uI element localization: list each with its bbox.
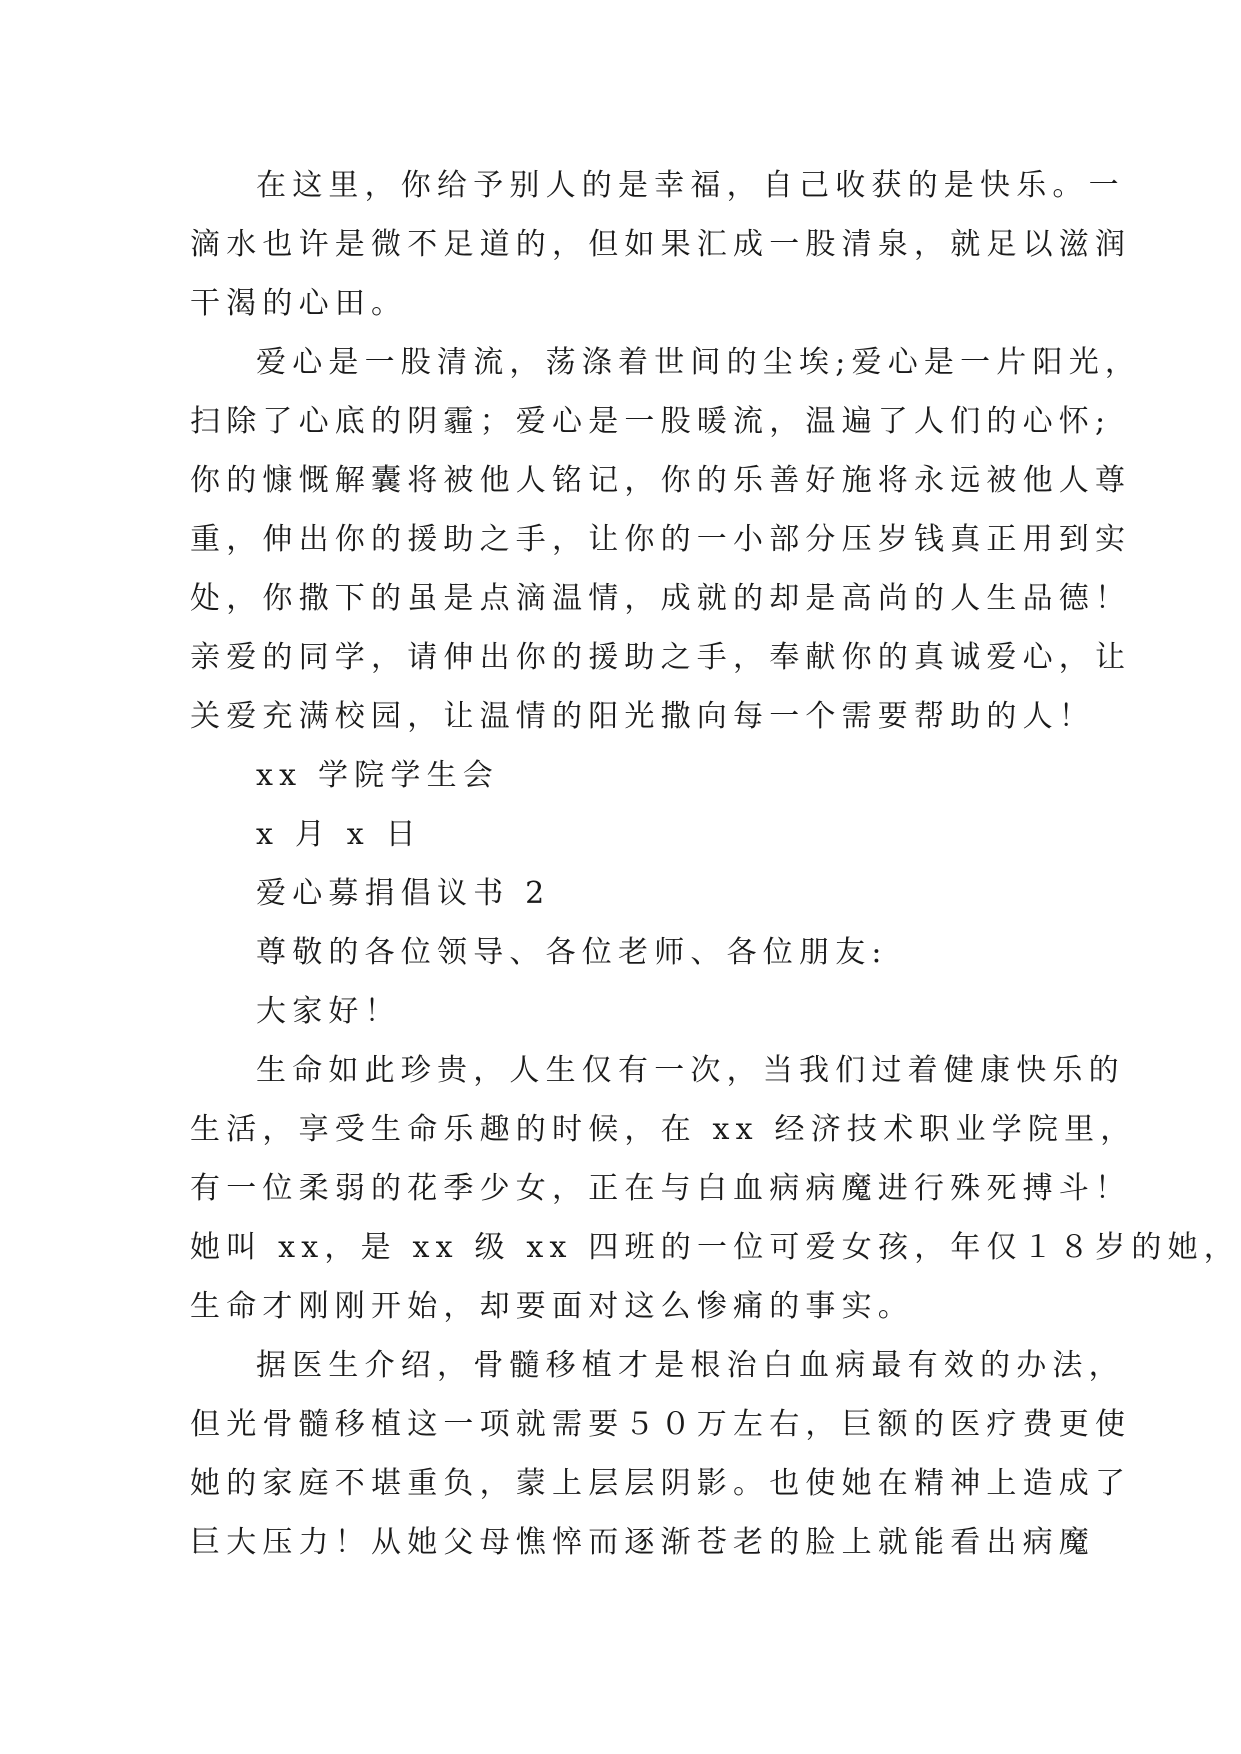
- text-line: 爱心是一股清流，荡涤着世间的尘埃;爱心是一片阳光，: [256, 345, 1142, 380]
- salutation: 尊敬的各位领导、各位老师、各位朋友:: [256, 935, 888, 970]
- signature-date: x 月 x 日: [256, 817, 422, 852]
- section-title: 爱心募捐倡议书 2: [256, 876, 551, 911]
- greeting: 大家好！: [256, 994, 401, 1029]
- text-line: 有一位柔弱的花季少女，正在与白血病病魔进行殊死搏斗！: [190, 1171, 1132, 1206]
- text-line: 处，你撒下的虽是点滴温情，成就的却是高尚的人生品德！: [190, 581, 1132, 616]
- text-line: 生命才刚刚开始，却要面对这么惨痛的事实。: [190, 1289, 914, 1324]
- text-line: 重，伸出你的援助之手，让你的一小部分压岁钱真正用到实: [190, 522, 1132, 557]
- text-line: 但光骨髓移植这一项就需要５０万左右，巨额的医疗费更使: [190, 1407, 1132, 1442]
- text-line: 滴水也许是微不足道的，但如果汇成一股清泉，就足以滋润: [190, 227, 1132, 262]
- signature-org: xx 学院学生会: [256, 758, 499, 793]
- text-line: 她叫 xx，是 xx 级 xx 四班的一位可爱女孩，年仅１８岁的她，: [190, 1230, 1240, 1265]
- text-line: 她的家庭不堪重负，蒙上层层阴影。也使她在精神上造成了: [190, 1466, 1132, 1501]
- text-line: 扫除了心底的阴霾；爱心是一股暖流，温遍了人们的心怀;: [190, 404, 1112, 439]
- text-line: 生活，享受生命乐趣的时候，在 xx 经济技术职业学院里，: [190, 1112, 1137, 1147]
- text-line: 在这里，你给予别人的是幸福，自己收获的是快乐。一: [256, 168, 1125, 203]
- document-body: [190, 156, 1240, 1572]
- text-line: 据医生介绍，骨髓移植才是根治白血病最有效的办法，: [256, 1348, 1125, 1383]
- text-line: 巨大压力！从她父母憔悴而逐渐苍老的脸上就能看出病魔: [190, 1525, 1095, 1560]
- text-line: 你的慷慨解囊将被他人铭记，你的乐善好施将永远被他人尊: [190, 463, 1132, 498]
- text-line: 亲爱的同学，请伸出你的援助之手，奉献你的真诚爱心，让: [190, 640, 1132, 675]
- text-line: 干渴的心田。: [190, 286, 408, 321]
- text-line: 关爱充满校园，让温情的阳光撒向每一个需要帮助的人！: [190, 699, 1095, 734]
- text-line: 生命如此珍贵，人生仅有一次，当我们过着健康快乐的: [256, 1053, 1125, 1088]
